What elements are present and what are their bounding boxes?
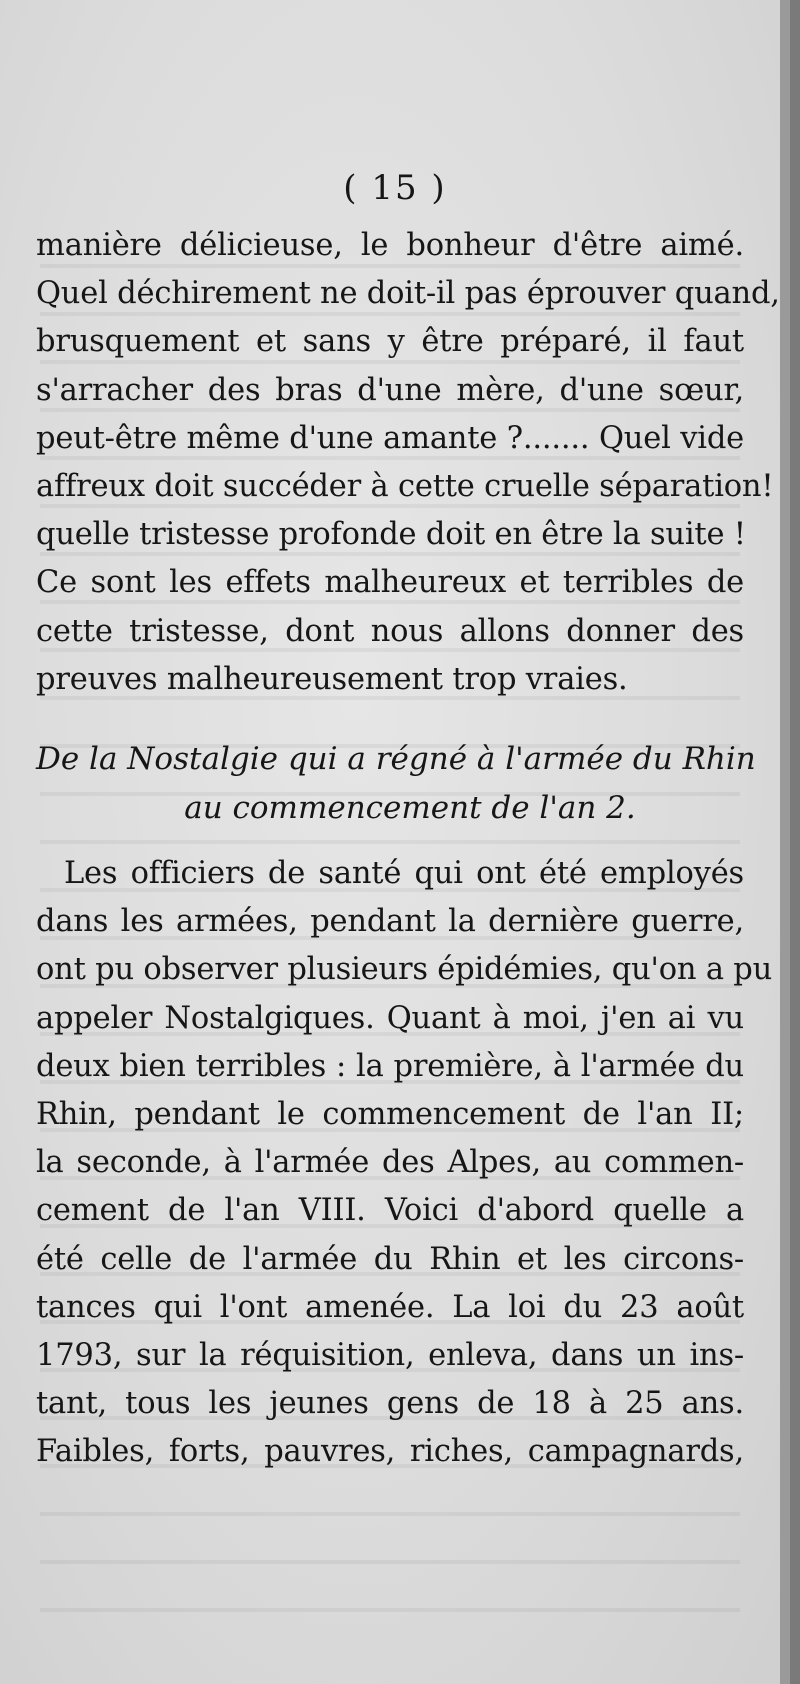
text-line: cement de l'an VIII. Voici d'abord quelle a [36,1193,744,1229]
text-line: brusquement et sans y être préparé, il faut [36,324,744,360]
heading-line: De la Nostalgie qui a régné à l'armée du Rhin [36,741,756,777]
text-line: cette tristesse, dont nous allons donner des [36,613,744,649]
text-line: Ce sont les effets malheureux et terribles de [36,565,744,601]
text-line: dans les armées, pendant la dernière guerre, [36,904,744,940]
text-line: la seconde, à l'armée des Alpes, au commen- [36,1145,744,1181]
text-line: appeler Nostalgiques. Quant à moi, j'en ai vu [36,1000,744,1036]
text-line: affreux doit succéder à cette cruelle séparation! [36,469,774,505]
text-line: s'arracher des bras d'une mère, d'une sœur, [36,372,744,408]
text-line: Rhin, pendant le commencement de l'an II; [36,1097,744,1133]
paragraph-nostalgia [36,850,773,1477]
text-line: Les officiers de santé qui ont été employés [64,856,744,891]
page-number: ( 15 ) [343,168,447,208]
paragraph-continued [36,222,780,704]
text-line: tant, tous les jeunes gens de 18 à 25 ans. [36,1386,744,1422]
section-heading [36,735,756,833]
text-line: preuves malheureusement trop vraies. [36,661,628,697]
text-line: Quel déchirement ne doit-il pas éprouver quand, [36,276,780,312]
text-line: deux bien terribles : la première, à l'armée du [36,1048,744,1084]
text-line: manière délicieuse, le bonheur d'être aimé. [36,228,744,263]
text-line: été celle de l'armée du Rhin et les circons- [36,1241,744,1277]
text-line: Faibles, forts, pauvres, riches, campagnards, [36,1434,744,1470]
text-line: peut-être même d'une amante ?....... Quel vide [36,420,744,456]
text-line: ont pu observer plusieurs épidémies, qu'on a pu [36,952,773,988]
page-edge [780,0,790,1684]
text-line: 1793, sur la réquisition, enleva, dans un ins- [36,1338,744,1374]
text-line: quelle tristesse profonde doit en être la suite ! [36,517,746,553]
text-line: tances qui l'ont amenée. La loi du 23 août [36,1289,744,1325]
heading-line: au commencement de l'an 2. [184,790,636,826]
